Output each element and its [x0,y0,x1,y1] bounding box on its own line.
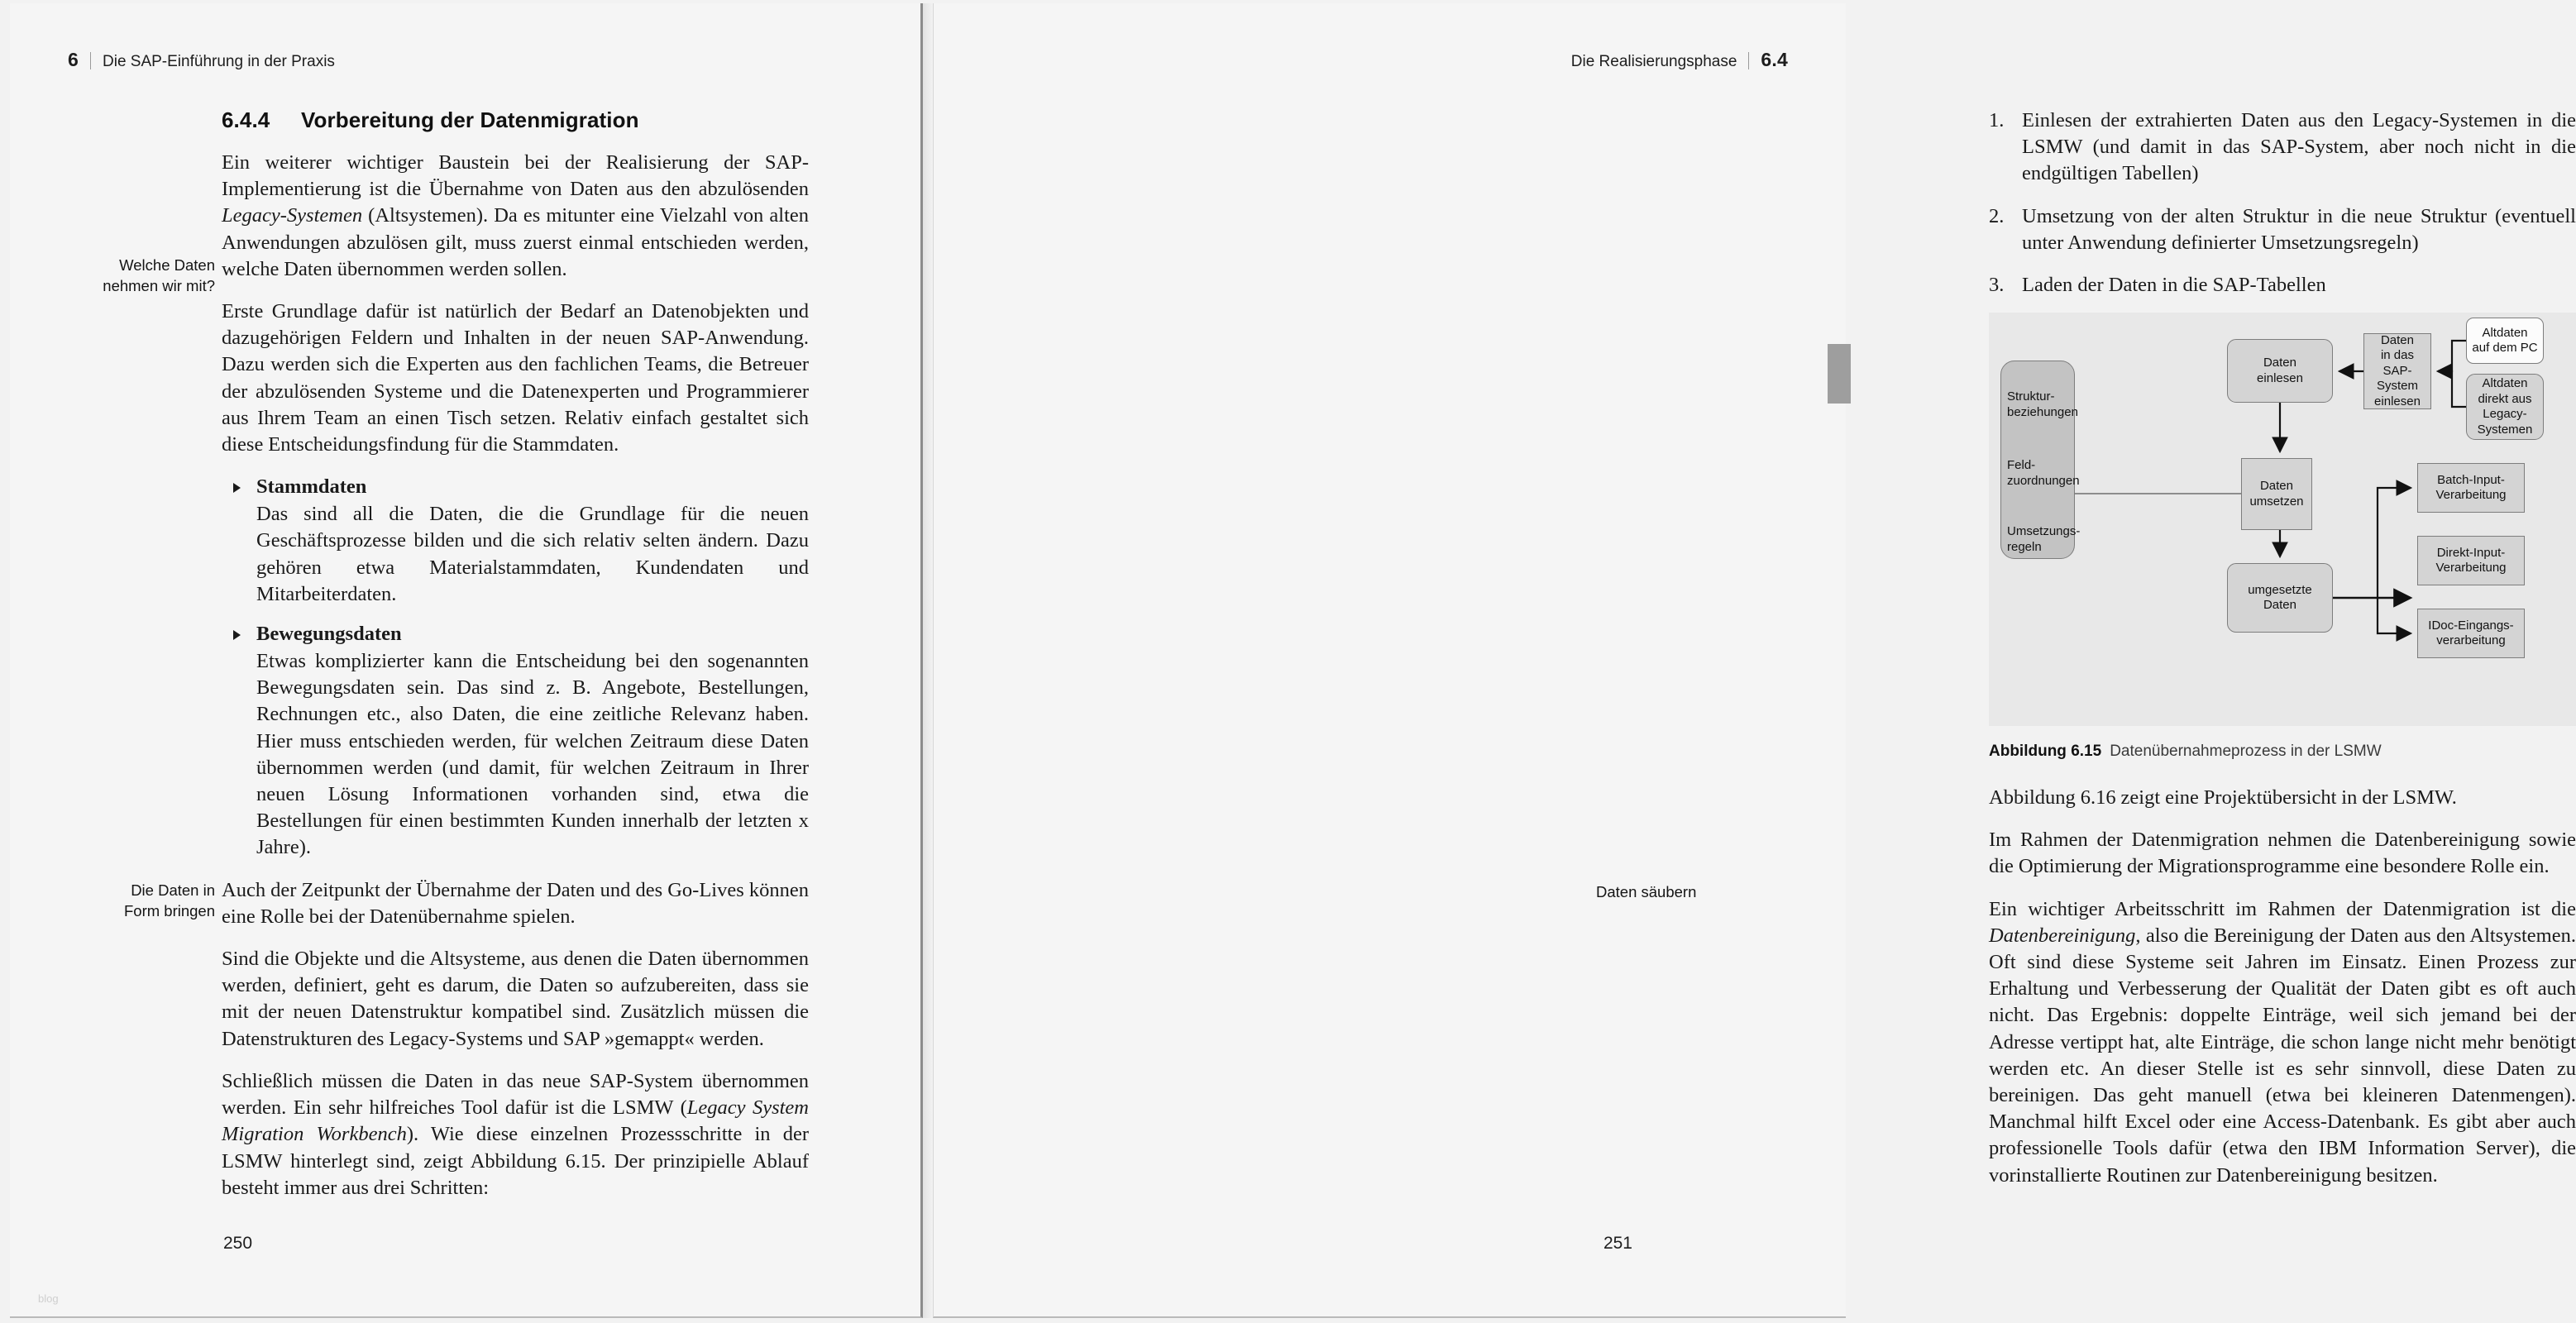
data-type-bullet-list [222,474,809,861]
node-idoc-eingangsverarbeitung: IDoc-Eingangs- verarbeitung [2417,609,2525,658]
chapter-number: 6 [68,49,79,70]
page-number-right: 251 [1603,1234,1632,1253]
left-page [10,3,923,1318]
node-label-feldzuordnungen: Feld- zuordnungen [2007,458,2080,488]
paragraph-rahmen-datenmigration: Im Rahmen der Datenmigration nehmen die Datenbereinigung sowie die Optimierung der Migrationsprogramme eine besondere Rolle ein. [1989,829,2576,878]
list-text: Einlesen der extrahierten Daten aus den Legacy-Systemen in die LSMW (und damit in das SAP-System, aber noch nicht in die endgültigen Tabellen) [2022,109,2576,185]
paragraph-zeitpunkt: Auch der Zeitpunkt der Übernahme der Daten und des Go-Lives können eine Rolle bei der Datenübernahme spielen. [222,878,809,928]
section-heading [222,107,809,133]
paragraph-text: Schließlich müssen die Daten in das neue SAP-System übernommen werden. Ein sehr hilfreiches Tool dafür ist die LSMW ( [222,1069,809,1120]
paragraph-text: Ein wichtiger Arbeitsschritt im Rahmen der Datenmigration ist die [1989,897,2576,920]
runhead-divider [90,52,91,69]
corner-watermark: blog [38,1292,59,1305]
running-head-right [1571,49,1788,71]
list-item [1989,272,2576,299]
bullet-text: Das sind all die Daten, die die Grundlage für die neuen Geschäftsprozesse bilden und die sich relativ selten ändern. Dazu gehören etwa Materialstammdaten, Kundendaten und Mitarbeiterdaten. [256,503,809,605]
node-daten-in-das-sap-system-einlesen: Daten in das SAP- System einlesen [2363,333,2431,409]
margin-note-line: Daten säubern [1596,883,1697,900]
page-number-left: 250 [223,1234,253,1253]
left-text-column [222,107,809,1201]
right-text-column-bottom [1989,785,2576,1189]
node-direkt-input-verarbeitung: Direkt-Input- Verarbeitung [2417,536,2525,585]
node-strukturbeziehungen-group [2000,361,2075,559]
runhead-divider [1748,52,1749,69]
bullet-title: Stammdaten [256,475,367,499]
figure-caption-label: Abbildung 6.15 [1989,743,2102,760]
node-altdaten-direkt-aus-legacy-systemen: Altdaten direkt aus Legacy- Systemen [2466,374,2544,440]
figure-caption [1989,743,2576,761]
list-item [222,621,809,862]
book-gutter [923,3,933,1318]
process-steps-list [1989,107,2576,299]
list-item [1989,107,2576,188]
section-title-head: Die Realisierungsphase [1570,53,1737,70]
paragraph-grundlage: Erste Grundlage dafür ist natürlich der Bedarf an Datenobjekten und dazugehörigen Feldern und Inhalten in der neuen SAP-Anwendung. Dazu werden sich die Experten aus den fachlichen Teams, die Betreuer der abzulösenden Systeme und die Datenexperten und Programmierer aus Ihrem Team an einen Tisch setzen. Relativ einfach gestaltet sich diese Entscheidungsfindung für die Stammdaten. [222,300,809,456]
node-altdaten-auf-dem-pc: Altdaten auf dem PC [2466,318,2544,364]
paragraph-lsmw [222,1068,809,1201]
node-daten-umsetzen: Daten umsetzen [2241,458,2312,530]
margin-note-line: Form bringen [123,902,215,919]
margin-note-form-bringen [69,880,215,921]
paragraph-objekte: Sind die Objekte und die Altsysteme, aus denen die Daten übernommen werden, definiert, geht es darum, die Daten so aufzubereiten, dass sie mit der neuen Datenstruktur kompatibel sind. Zusätzlich müssen die Datenstrukturen des Legacy-Systems und SAP »gemappt« werden. [222,948,809,1050]
paragraph-text: ). Wie diese einzelnen Prozessschritte in der LSMW hinterlegt sind, zeigt Abbildung 6.15. Der prinzipielle Ablauf besteht immer aus drei Schritten: [222,1123,809,1199]
diagram-canvas [1989,313,2576,726]
margin-note-daten-saeubern [1596,881,1786,902]
emphasis-legacy-systemen: Legacy-Systemen [222,204,363,227]
node-label-umsetzungsregeln: Umsetzungs- regeln [2007,524,2081,554]
paragraph-intro [222,150,809,283]
list-text: Laden der Daten in die SAP-Tabellen [2022,274,2326,297]
margin-note-line: Die Daten in [131,881,215,899]
paragraph-text: Ein weiterer wichtiger Baustein bei der Realisierung der SAP-Implementierung ist die Übernahme von Daten aus den abzulösenden [222,151,809,201]
node-umgesetzte-daten: umgesetzte Daten [2227,563,2333,633]
running-head-left [68,49,335,71]
paragraph-text: (Altsystemen). Da es mitunter eine Vielzahl von alten Anwendungen abzulösen gilt, muss zuerst einmal entschieden werden, welche Daten übernommen werden sollen. [222,204,809,280]
emphasis-datenbereinigung: Datenbereinigung [1989,924,2136,947]
triangle-bullet-icon [233,483,241,493]
section-title: Vorbereitung der Datenmigration [301,107,639,132]
figure-6-15 [1989,313,2576,761]
figure-caption-text: Datenübernahmeprozess in der LSMW [2110,743,2382,760]
margin-note-line: nehmen wir mit? [103,277,215,294]
emphasis-lsmw-expansion: Legacy System Migration Workbench [222,1096,809,1146]
bullet-text: Etwas komplizierter kann die Entscheidung bei den sogenannten Bewegungsdaten sein. Das sind z. B. Angebote, Bestellungen, Rechnungen etc., also Daten, die eine zeitliche Relevanz haben. Hier muss entschieden werden, für welchen Zeitraum diese Daten übernommen werden (und damit, für welchen Zeitraum in Ihrer neuen Lösung Informationen vorhanden sind, etwa die Bestellungen für einen bestimmten Kunden innerhalb der letzten x Jahre). [256,650,809,859]
section-number: 6.4.4 [222,107,270,132]
margin-note-welche-daten [69,255,215,296]
page-edge-tab[interactable] [1828,344,1851,404]
node-batch-input-verarbeitung: Batch-Input- Verarbeitung [2417,463,2525,513]
list-item [1989,203,2576,256]
chapter-title: Die SAP-Einführung in der Praxis [103,53,335,70]
paragraph-datenbereinigung [1989,896,2576,1189]
list-text: Umsetzung von der alten Struktur in die neue Struktur (eventuell unter Anwendung definierter Umsetzungsregeln) [2022,204,2576,254]
paragraph-text: , also die Bereinigung der Daten aus den Altsystemen. Oft sind diese Systeme seit Jahren im Einsatz. Einen Prozess zur Erhaltung und Verbesserung der Qualität der Daten gibt es oft auch nicht. Das Ergebnis: doppelte Einträge, weil sich jemand bei der Adresse vertippt hat, alte Einträge, die schon lange nicht mehr benötigt werden etc. An dieser Stelle ist es sehr sinnvoll, diese Daten zu bereinigen. Das geht manuell (etwa bei kleineren Datenmengen). Manchmal hilft Excel oder eine Access-Datenbank. Es gibt aber auch professionelle Tools dafür (etwa den IBM Information Server), die vorinstallierte Routinen zur Datenbereinigung besitzen. [1989,924,2576,1187]
triangle-bullet-icon [233,630,241,640]
node-label-strukturbeziehungen: Struktur- beziehungen [2007,389,2078,419]
list-item [222,474,809,608]
list-number: 3. [1989,274,2005,297]
right-page [933,3,2576,1318]
right-text-column-top [1989,107,2576,320]
section-number-head: 6.4 [1761,49,1788,70]
node-daten-einlesen: Daten einlesen [2227,339,2333,403]
bullet-title: Bewegungsdaten [256,623,402,646]
list-number: 2. [1989,204,2005,227]
paragraph-abb-616: Abbildung 6.16 zeigt eine Projektübersicht in der LSMW. [1989,786,2457,809]
list-number: 1. [1989,109,2005,131]
margin-note-line: Welche Daten [119,256,215,274]
